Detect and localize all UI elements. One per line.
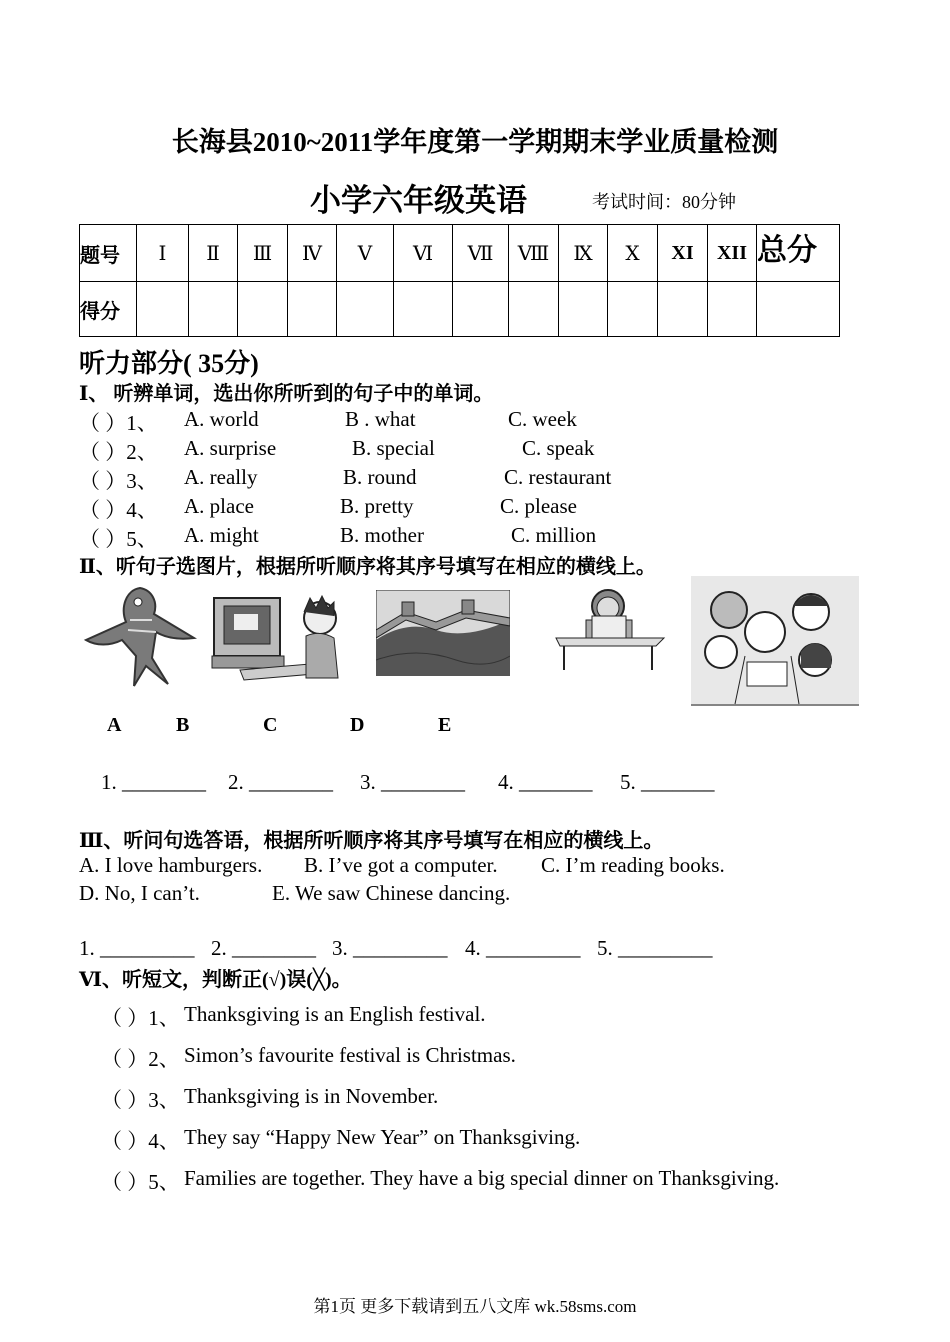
score-cell[interactable] [189, 282, 238, 337]
option-a: A. world [184, 407, 259, 431]
picture-label-e: E [438, 714, 452, 736]
answer-blank[interactable]: 2. ________ [228, 770, 333, 794]
score-cell[interactable] [559, 282, 608, 337]
answer-option: D. No, I can’t. [79, 881, 200, 905]
col-header: Ⅹ [608, 225, 658, 282]
col-header: Ⅰ [137, 225, 189, 282]
col-header: Ⅶ [453, 225, 509, 282]
col-header: Ⅸ [559, 225, 608, 282]
exam-title: 长海县2010~2011学年度第一学期期末学业质量检测 [171, 127, 779, 157]
score-cell[interactable] [708, 282, 757, 337]
answer-blank[interactable]: 5. _________ [597, 936, 713, 960]
answer-blank[interactable]: 3. _________ [332, 936, 448, 960]
option-c: C. week [508, 407, 577, 431]
picture-label-b: B [176, 714, 190, 736]
option-a: A. place [184, 494, 254, 518]
col-header: XI [658, 225, 708, 282]
answer-blank[interactable]: 4. _________ [465, 936, 581, 960]
option-b: B. pretty [340, 494, 414, 518]
picture-label-d: D [350, 714, 365, 736]
picture-label-c: C [263, 714, 278, 736]
answer-blank[interactable]: 1. _________ [79, 936, 195, 960]
total-label: 总分 [757, 225, 840, 282]
judge-prefix: （ ）2、 [101, 1047, 180, 1071]
score-cell[interactable] [658, 282, 708, 337]
judge-statement: They say “Happy New Year” on Thanksgiving. [184, 1125, 581, 1149]
answer-option: A. I love hamburgers. [79, 853, 263, 877]
reading-picture [552, 582, 674, 674]
kids-picture [691, 576, 859, 706]
option-b: B. mother [340, 523, 424, 547]
item-prefix: （ ）3、 [79, 469, 158, 493]
option-b: B. round [343, 465, 417, 489]
item-prefix: （ ）1、 [79, 411, 158, 435]
score-cell[interactable] [337, 282, 394, 337]
section3-heading: Ⅲ、听问句选答语，根据所听顺序将其序号填写在相应的横线上。 [79, 830, 664, 852]
score-cell[interactable] [394, 282, 453, 337]
option-a: A. surprise [184, 436, 277, 460]
kite-picture [82, 580, 200, 688]
great-wall-picture [376, 590, 510, 676]
score-cell[interactable] [238, 282, 288, 337]
item-prefix: （ ）2、 [79, 440, 158, 464]
answer-blank[interactable]: 3. ________ [360, 770, 465, 794]
score-cell[interactable] [509, 282, 559, 337]
score-cell[interactable] [608, 282, 658, 337]
option-c: C. restaurant [504, 465, 612, 489]
option-b: B . what [345, 407, 416, 431]
col-header: Ⅱ [189, 225, 238, 282]
score-table [79, 224, 840, 337]
answer-blank[interactable]: 4. _______ [498, 770, 593, 794]
page-footer: 第1页 更多下载请到五八文库 wk.58sms.com [313, 1297, 637, 1316]
option-b: B. special [352, 436, 435, 460]
score-cell[interactable] [453, 282, 509, 337]
exam-time: 考试时间：80分钟 [592, 192, 736, 212]
computer-picture [210, 590, 342, 682]
option-c: C. speak [522, 436, 595, 460]
exam-subtitle: 小学六年级英语 [310, 183, 527, 218]
answer-option: E. We saw Chinese dancing. [272, 881, 511, 905]
col-header: Ⅴ [337, 225, 394, 282]
judge-statement: Thanksgiving is an English festival. [184, 1002, 486, 1026]
option-c: C. please [500, 494, 577, 518]
question-number-label: 题号 [80, 225, 137, 282]
option-a: A. might [184, 523, 259, 547]
listening-heading: 听力部分( 35分) [79, 349, 259, 378]
answer-blank[interactable]: 1. ________ [101, 770, 206, 794]
answer-option: B. I’ve got a computer. [304, 853, 498, 877]
option-a: A. really [184, 465, 258, 489]
answer-option: C. I’m reading books. [541, 853, 725, 877]
answer-blank[interactable]: 5. _______ [620, 770, 715, 794]
judge-prefix: （ ）1、 [101, 1006, 180, 1030]
judge-statement: Simon’s favourite festival is Christmas. [184, 1043, 516, 1067]
col-header: Ⅲ [238, 225, 288, 282]
judge-statement: Thanksgiving is in November. [184, 1084, 439, 1108]
judge-prefix: （ ）5、 [101, 1170, 180, 1194]
option-c: C. million [511, 523, 597, 547]
section4-heading: Ⅵ、听短文，判断正(√)误(╳)。 [79, 969, 352, 991]
col-header: Ⅷ [509, 225, 559, 282]
judge-prefix: （ ）4、 [101, 1129, 180, 1153]
item-prefix: （ ）4、 [79, 498, 158, 522]
picture-label-a: A [107, 714, 122, 736]
judge-prefix: （ ）3、 [101, 1088, 180, 1112]
score-cell[interactable] [137, 282, 189, 337]
answer-blank[interactable]: 2. ________ [211, 936, 316, 960]
score-label: 得分 [80, 282, 137, 337]
col-header: XII [708, 225, 757, 282]
col-header: Ⅳ [288, 225, 337, 282]
col-header: Ⅵ [394, 225, 453, 282]
score-cell-total[interactable] [757, 282, 840, 337]
judge-statement: Families are together. They have a big special dinner on Thanksgiving. [184, 1166, 780, 1190]
section1-heading: Ⅰ、 听辨单词，选出你所听到的句子中的单词。 [79, 383, 494, 405]
score-cell[interactable] [288, 282, 337, 337]
item-prefix: （ ）5、 [79, 527, 158, 551]
section2-heading: Ⅱ、听句子选图片，根据所听顺序将其序号填写在相应的横线上。 [79, 556, 656, 578]
